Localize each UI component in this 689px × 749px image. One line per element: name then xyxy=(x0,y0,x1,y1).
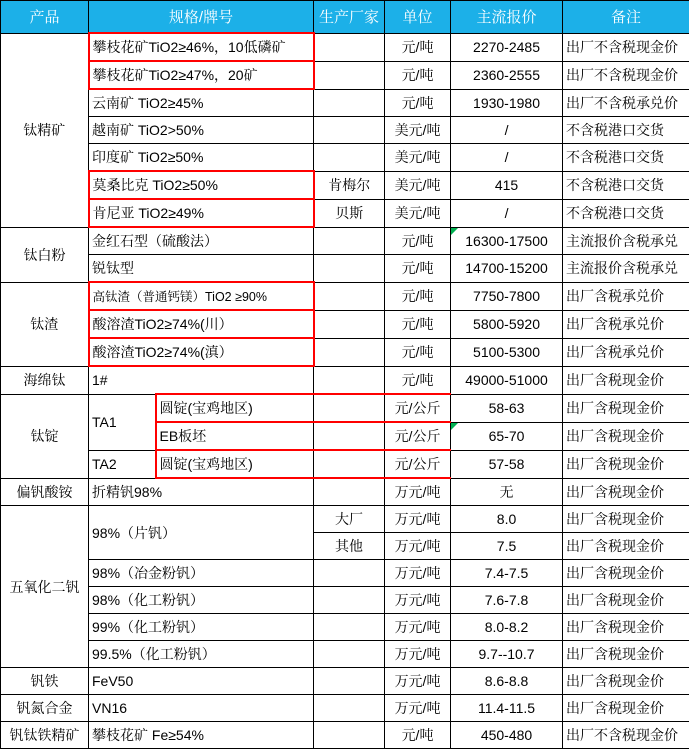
vendor-cell: 其他 xyxy=(314,533,385,560)
price-cell: 58-63 xyxy=(451,394,563,422)
unit-cell: 美元/吨 xyxy=(385,171,451,199)
price-cell: 8.0-8.2 xyxy=(451,614,563,641)
note-cell: 出厂含税现金价 xyxy=(563,668,689,695)
table-row xyxy=(1,587,689,614)
vendor-cell xyxy=(314,144,385,172)
vendor-cell xyxy=(314,33,385,61)
vendor-cell xyxy=(314,61,385,89)
unit-cell: 元/吨 xyxy=(385,227,451,255)
unit-cell: 美元/吨 xyxy=(385,199,451,227)
product-cell: 钛渣 xyxy=(1,282,89,366)
note-cell: 出厂不含税现金价 xyxy=(563,33,689,61)
spec-cell: FeV50 xyxy=(89,668,314,695)
spec-cell: 肯尼亚 TiO2≥49% xyxy=(89,199,314,227)
table-row xyxy=(1,695,689,722)
vendor-cell xyxy=(314,227,385,255)
header-row xyxy=(1,1,689,34)
price-cell: 7.6-7.8 xyxy=(451,587,563,614)
spec-cell: 攀枝花矿 Fe≥54% xyxy=(89,722,314,749)
price-cell: 8.0 xyxy=(451,506,563,533)
vendor-cell: 肯梅尔 xyxy=(314,171,385,199)
unit-cell: 元/吨 xyxy=(385,722,451,749)
note-cell: 出厂含税承兑价 xyxy=(563,310,689,338)
note-cell: 主流报价含税承兑 xyxy=(563,227,689,255)
table-row xyxy=(1,310,689,338)
table-row xyxy=(1,61,689,89)
note-cell: 出厂含税承兑价 xyxy=(563,282,689,310)
unit-cell: 万元/吨 xyxy=(385,587,451,614)
spec-cell: 莫桑比克 TiO2≥50% xyxy=(89,171,314,199)
unit-cell: 万元/吨 xyxy=(385,668,451,695)
unit-cell: 万元/吨 xyxy=(385,506,451,533)
price-cell: 7750-7800 xyxy=(451,282,563,310)
product-cell: 钛白粉 xyxy=(1,227,89,282)
unit-cell: 元/吨 xyxy=(385,338,451,366)
vendor-cell xyxy=(314,450,385,478)
note-cell: 出厂含税现金价 xyxy=(563,560,689,587)
spec-cell: 1# xyxy=(89,366,314,394)
table-row xyxy=(1,450,689,478)
spec-cell: 98%（化工粉钒） xyxy=(89,587,314,614)
price-cell: 9.7--10.7 xyxy=(451,641,563,668)
price-cell: 5100-5300 xyxy=(451,338,563,366)
table-row xyxy=(1,255,689,283)
table-row xyxy=(1,338,689,366)
grade-cell: TA2 xyxy=(89,450,156,478)
spec-cell: 越南矿 TiO2>50% xyxy=(89,117,314,144)
vendor-cell xyxy=(314,478,385,506)
spec-cell: 99%（化工粉钒） xyxy=(89,614,314,641)
vendor-cell xyxy=(314,366,385,394)
product-cell: 海绵钛 xyxy=(1,366,89,394)
price-cell: / xyxy=(451,199,563,227)
table-row xyxy=(1,366,689,394)
error-indicator-icon xyxy=(451,423,458,430)
header-manufacturer: 生产厂家 xyxy=(314,1,385,34)
product-cell: 钛锭 xyxy=(1,394,89,478)
unit-cell: 万元/吨 xyxy=(385,641,451,668)
product-cell: 五氧化二钒 xyxy=(1,506,89,668)
price-cell: 5800-5920 xyxy=(451,310,563,338)
note-cell: 出厂含税现金价 xyxy=(563,506,689,533)
unit-cell: 美元/吨 xyxy=(385,117,451,144)
table-row xyxy=(1,722,689,749)
unit-cell: 元/吨 xyxy=(385,310,451,338)
header-spec: 规格/牌号 xyxy=(89,1,314,34)
note-cell: 出厂含税现金价 xyxy=(563,587,689,614)
price-cell: / xyxy=(451,117,563,144)
unit-cell: 元/公斤 xyxy=(385,450,451,478)
note-cell: 不含税港口交货 xyxy=(563,171,689,199)
spec-cell: 圆锭(宝鸡地区) xyxy=(156,394,314,422)
product-cell: 钒氮合金 xyxy=(1,695,89,722)
header-product: 产品 xyxy=(1,1,89,34)
unit-cell: 元/吨 xyxy=(385,61,451,89)
unit-cell: 美元/吨 xyxy=(385,144,451,172)
unit-cell: 元/公斤 xyxy=(385,422,451,450)
price-cell: 7.4-7.5 xyxy=(451,560,563,587)
spec-cell: 锐钛型 xyxy=(89,255,314,283)
price-value: 65-70 xyxy=(489,428,525,444)
note-cell: 出厂不含税现金价 xyxy=(563,61,689,89)
spec-cell: 99.5%（化工粉钒） xyxy=(89,641,314,668)
vendor-cell xyxy=(314,338,385,366)
spec-cell: 98%（冶金粉钒） xyxy=(89,560,314,587)
vendor-cell xyxy=(314,117,385,144)
unit-cell: 元/吨 xyxy=(385,366,451,394)
price-cell: 49000-51000 xyxy=(451,366,563,394)
error-indicator-icon xyxy=(451,228,458,235)
unit-cell: 元/吨 xyxy=(385,282,451,310)
price-cell: 1930-1980 xyxy=(451,89,563,117)
vendor-cell xyxy=(314,89,385,117)
grade-cell: TA1 xyxy=(89,394,156,450)
note-cell: 出厂含税现金价 xyxy=(563,422,689,450)
table-row xyxy=(1,199,689,227)
vendor-cell xyxy=(314,255,385,283)
unit-cell: 元/公斤 xyxy=(385,394,451,422)
product-cell: 钒钛铁精矿 xyxy=(1,722,89,749)
unit-cell: 万元/吨 xyxy=(385,614,451,641)
price-cell: 2360-2555 xyxy=(451,61,563,89)
vendor-cell xyxy=(314,282,385,310)
price-cell xyxy=(451,422,563,450)
spec-cell: 酸溶渣TiO2≥74%(滇） xyxy=(89,338,314,366)
note-cell: 出厂含税现金价 xyxy=(563,366,689,394)
product-cell: 钛精矿 xyxy=(1,33,89,227)
price-value: 16300-17500 xyxy=(465,233,548,249)
spec-cell: 云南矿 TiO2≥45% xyxy=(89,89,314,117)
product-cell: 偏钒酸铵 xyxy=(1,478,89,506)
vendor-cell xyxy=(314,560,385,587)
unit-cell: 元/吨 xyxy=(385,33,451,61)
note-cell: 出厂含税现金价 xyxy=(563,394,689,422)
price-cell: 11.4-11.5 xyxy=(451,695,563,722)
vendor-cell xyxy=(314,310,385,338)
note-cell: 不含税港口交货 xyxy=(563,199,689,227)
note-cell: 出厂含税现金价 xyxy=(563,641,689,668)
price-cell: 8.6-8.8 xyxy=(451,668,563,695)
spec-cell: 高钛渣（普通钙镁）TiO2 ≥90% xyxy=(89,282,314,310)
table-row xyxy=(1,614,689,641)
unit-cell: 元/吨 xyxy=(385,255,451,283)
note-cell: 不含税港口交货 xyxy=(563,144,689,172)
note-cell: 出厂含税承兑价 xyxy=(563,338,689,366)
table-row xyxy=(1,171,689,199)
vendor-cell xyxy=(314,668,385,695)
table-row xyxy=(1,144,689,172)
price-cell: 57-58 xyxy=(451,450,563,478)
table-row xyxy=(1,641,689,668)
spec-cell: 圆锭(宝鸡地区) xyxy=(156,450,314,478)
spec-cell: 98%（片钒） xyxy=(89,506,314,560)
price-cell: 450-480 xyxy=(451,722,563,749)
price-cell: 14700-15200 xyxy=(451,255,563,283)
header-price: 主流报价 xyxy=(451,1,563,34)
price-cell: 7.5 xyxy=(451,533,563,560)
unit-cell: 万元/吨 xyxy=(385,560,451,587)
spec-cell: EB板坯 xyxy=(156,422,314,450)
vendor-cell xyxy=(314,422,385,450)
table-row xyxy=(1,227,689,255)
price-cell: 415 xyxy=(451,171,563,199)
note-cell: 出厂不含税现金价 xyxy=(563,722,689,749)
note-cell: 主流报价含税承兑 xyxy=(563,255,689,283)
price-cell: 2270-2485 xyxy=(451,33,563,61)
unit-cell: 元/吨 xyxy=(385,89,451,117)
vendor-cell: 大厂 xyxy=(314,506,385,533)
unit-cell: 万元/吨 xyxy=(385,533,451,560)
spec-cell: 攀枝花矿TiO2≥46%，10低磷矿 xyxy=(89,33,314,61)
note-cell: 出厂不含税承兑价 xyxy=(563,89,689,117)
spec-cell: 印度矿 TiO2≥50% xyxy=(89,144,314,172)
note-cell: 不含税港口交货 xyxy=(563,117,689,144)
spec-cell: 金红石型（硫酸法） xyxy=(89,227,314,255)
spec-cell: 折精钒98% xyxy=(89,478,314,506)
vendor-cell xyxy=(314,641,385,668)
header-unit: 单位 xyxy=(385,1,451,34)
table-row xyxy=(1,506,689,533)
note-cell: 出厂含税现金价 xyxy=(563,450,689,478)
note-cell: 出厂含税现金价 xyxy=(563,478,689,506)
note-cell: 出厂含税现金价 xyxy=(563,695,689,722)
table-row xyxy=(1,394,689,422)
price-cell xyxy=(451,227,563,255)
price-cell: / xyxy=(451,144,563,172)
price-cell: 无 xyxy=(451,478,563,506)
table-row xyxy=(1,668,689,695)
table-row xyxy=(1,478,689,506)
vendor-cell xyxy=(314,695,385,722)
unit-cell: 万元/吨 xyxy=(385,478,451,506)
vendor-cell xyxy=(314,614,385,641)
vendor-cell xyxy=(314,587,385,614)
note-cell: 出厂含税现金价 xyxy=(563,533,689,560)
header-note: 备注 xyxy=(563,1,689,34)
spec-cell: 酸溶渣TiO2≥74%(川） xyxy=(89,310,314,338)
unit-cell: 万元/吨 xyxy=(385,695,451,722)
spec-cell: 攀枝花矿TiO2≥47%，20矿 xyxy=(89,61,314,89)
table-row xyxy=(1,89,689,117)
vendor-cell: 贝斯 xyxy=(314,199,385,227)
table-row xyxy=(1,33,689,61)
vendor-cell xyxy=(314,394,385,422)
vendor-cell xyxy=(314,722,385,749)
table-row xyxy=(1,117,689,144)
table-row xyxy=(1,282,689,310)
product-cell: 钒铁 xyxy=(1,668,89,695)
table-row xyxy=(1,560,689,587)
spec-cell: VN16 xyxy=(89,695,314,722)
note-cell: 出厂含税现金价 xyxy=(563,614,689,641)
